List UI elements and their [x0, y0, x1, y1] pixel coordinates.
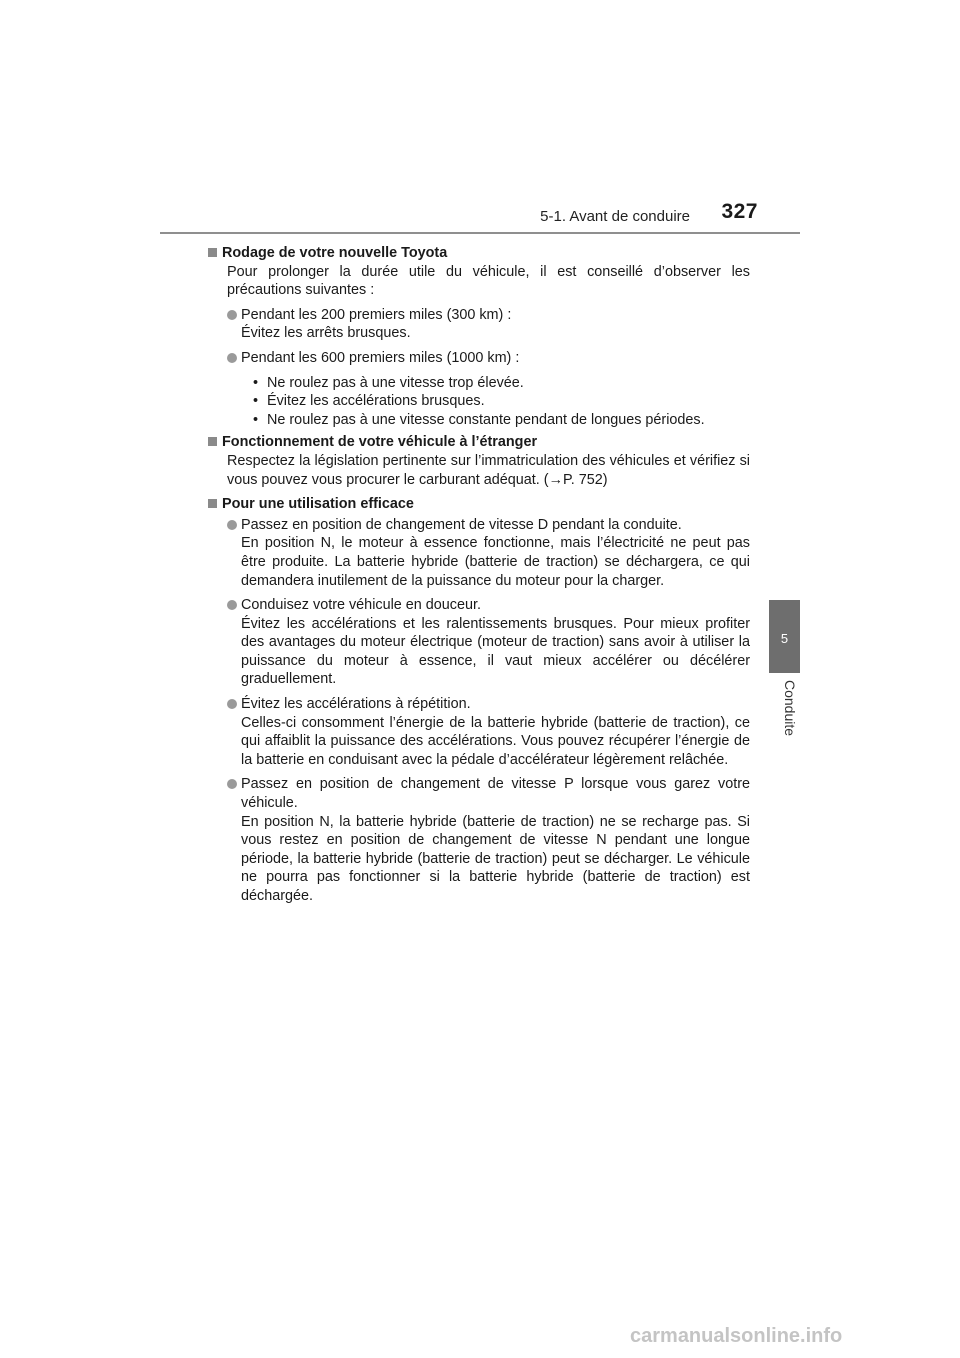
- page-header: [160, 200, 800, 234]
- chapter-number: 5: [780, 631, 789, 646]
- circle-bullet-icon: [227, 699, 237, 709]
- chapter-label: Conduite: [782, 680, 798, 737]
- section-heading: Pour une utilisation efficace: [222, 496, 414, 513]
- chapter-tab: [769, 600, 800, 673]
- circle-bullet-icon: [227, 779, 237, 789]
- circle-bullet-icon: [227, 310, 237, 320]
- paragraph: Pour prolonger la durée utile du véhicule, il est conseillé d’observer les précautions suivantes :: [227, 263, 750, 299]
- paragraph: Respectez la législation pertinente sur l’immatriculation des véhicules et vérifiez si vous pouvez vous procurer le carburant adéquat. (→P. 752): [227, 452, 750, 488]
- circle-bullet-icon: [227, 520, 237, 530]
- sub-list-item: • Évitez les accélérations brusques.: [253, 393, 485, 410]
- sub-list-item: • Ne roulez pas à une vitesse trop élevée.: [253, 374, 524, 391]
- section-heading: Fonctionnement de votre véhicule à l’étranger: [222, 434, 538, 451]
- section-heading: Rodage de votre nouvelle Toyota: [222, 245, 448, 261]
- page-content: [210, 244, 750, 906]
- square-bullet-icon: [208, 248, 217, 257]
- circle-bullet-icon: [227, 353, 237, 363]
- list-item: Passez en position de changement de vitesse D pendant la conduite. En position N, le moteur à essence fonctionne, mais l’électricité ne peut pas être produite. La batterie hybride (batterie de traction) se déchargera, ce qui demandera inutilement de la puissance du moteur pour la charger.: [227, 516, 750, 590]
- section-title: 5-1. Avant de conduire: [540, 208, 690, 225]
- square-bullet-icon: [208, 437, 217, 446]
- list-item: Passez en position de changement de vitesse P lorsque vous garez votre véhicule. En position N, la batterie hybride (batterie de traction) ne se recharge pas. Si vous restez en position de changement de vitesse N pendant une longue période, la batterie hybride (batterie de traction) peut se décharger. Le véhicule ne pourra pas fonctionner si la batterie hybride (batterie de traction) est déchargée.: [227, 775, 750, 905]
- sub-list-item: • Ne roulez pas à une vitesse constante pendant de longues périodes.: [253, 411, 705, 428]
- list-item: Conduisez votre véhicule en douceur. Évitez les accélérations et les ralentissements brusques. Pour mieux profiter des avantages du moteur électrique (moteur de traction) sans avoir à utiliser la puissance du moteur à essence, il vaut mieux accélérer ou décélérer graduellement.: [227, 596, 750, 689]
- square-bullet-icon: [208, 499, 217, 508]
- page-number: 327: [721, 200, 758, 223]
- list-item: Pendant les 600 premiers miles (1000 km) :: [227, 349, 750, 368]
- section-utilisation: [210, 495, 750, 905]
- header-rule: [160, 232, 800, 234]
- circle-bullet-icon: [227, 600, 237, 610]
- list-item: Pendant les 200 premiers miles (300 km) : Évitez les arrêts brusques.: [227, 306, 750, 343]
- section-etranger: [210, 433, 750, 489]
- list-item: Évitez les accélérations à répétition. Celles-ci consomment l’énergie de la batterie hybride (batterie de traction), ce qui affaiblit la puissance des accélérations. Vous pouvez récupérer l’énergie de la batterie en conduisant avec la pédale d’accélérateur légèrement relâchée.: [227, 695, 750, 769]
- section-rodage: [210, 244, 750, 429]
- watermark: carmanualsonline.info: [630, 1325, 843, 1347]
